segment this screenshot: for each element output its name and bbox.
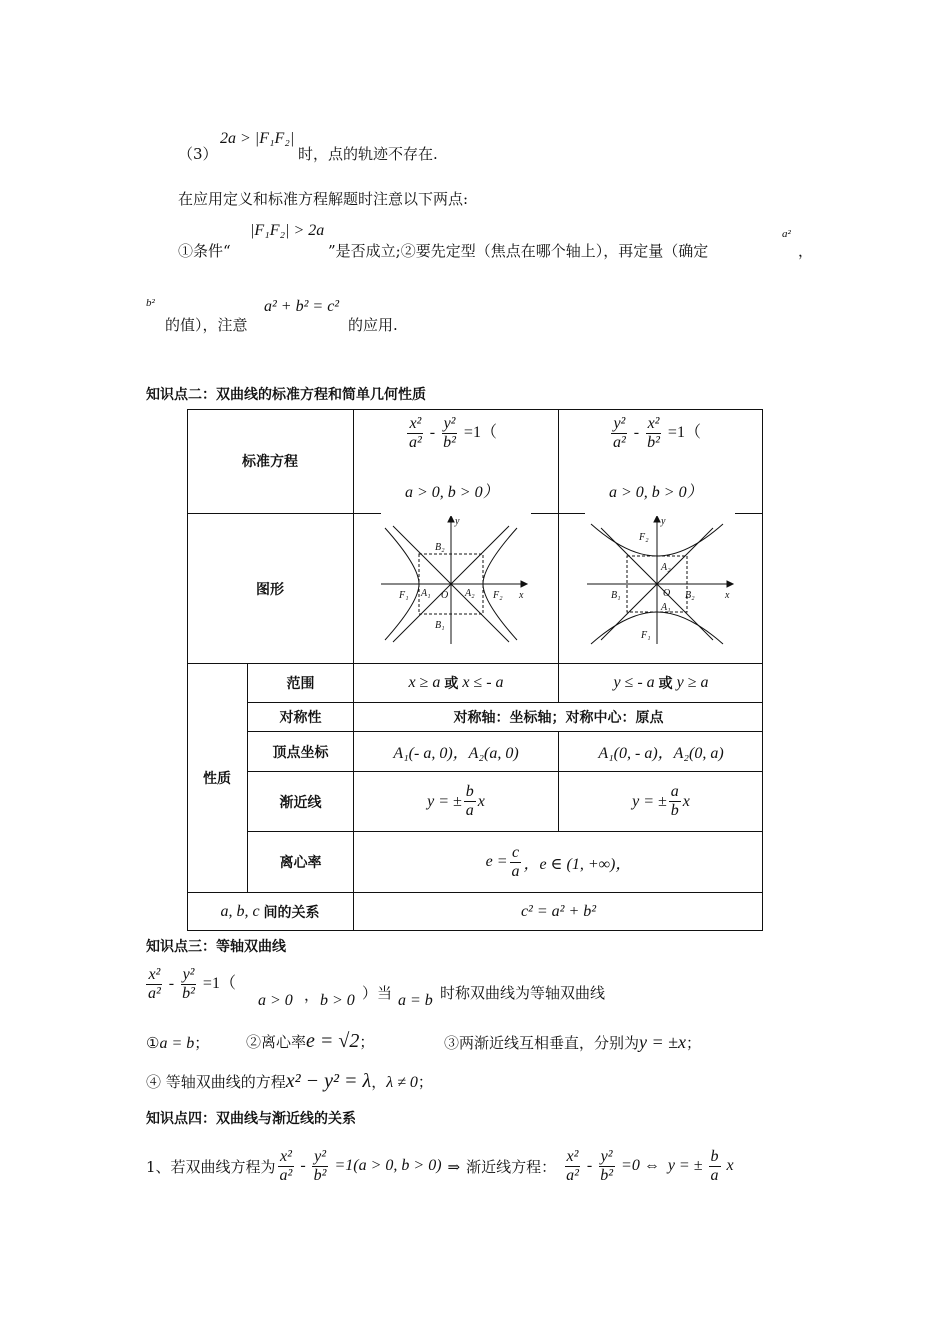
item3-math: 2a > |F₁F₂| <box>220 130 295 147</box>
property-2: ②离心率e = √2； <box>246 1030 375 1052</box>
svg-text:F₁: F₁ <box>399 590 409 601</box>
svg-text:B₂: B₂ <box>685 590 695 601</box>
intro-line1-end: ， <box>798 242 814 260</box>
vertex-horizontal: A₁(- a, 0)，A₂(a, 0) <box>393 745 519 762</box>
graph-label: 图形 <box>256 581 284 598</box>
std-eq-1: $\frac{\text{x²}}{\text{a²}}$ - $\frac{\text{y²}}{\text{b²}}$ =1（ <box>409 415 497 451</box>
svg-text:A₂: A₂ <box>465 588 475 599</box>
property-4: ④ 等轴双曲线的方程x² − y² = λ，λ ≠ 0； <box>146 1070 433 1092</box>
svg-text:F₂: F₂ <box>639 532 649 543</box>
section3-title: 知识点三：等轴双曲线 <box>146 939 286 955</box>
equilateral-eq: $\frac{\text{x²}}{\text{a²}}$ - $\frac{\text{y²}}{\text{b²}}$ =1（ <box>148 966 236 1002</box>
intro-line1-math: |F₁F₂| > 2a <box>250 222 325 239</box>
intro-line1-a2: a² <box>782 228 791 240</box>
eccentricity-value: e = $\frac{c}{a}$ ，e ∈ (1, +∞)， <box>485 843 632 880</box>
svg-text:y: y <box>455 516 460 527</box>
when-math: a = b <box>398 992 433 1009</box>
eccentricity-label: 离心率 <box>279 855 322 871</box>
svg-text:O: O <box>441 590 449 601</box>
svg-text:y: y <box>661 516 666 527</box>
svg-text:B₁: B₁ <box>435 620 445 631</box>
std-eq-2-cond: a > 0, b > 0） <box>609 484 703 501</box>
when-desc: 时称双曲线为等轴双曲线 <box>440 984 606 1002</box>
std-eq-label: 标准方程 <box>242 454 298 470</box>
asymptote-label: 渐近线 <box>279 794 322 811</box>
std-eq-2: $\frac{\text{y²}}{\text{a²}}$ - $\frac{\text{x²}}{\text{b²}}$ =1（ <box>613 415 701 451</box>
svg-text:F₂: F₂ <box>493 590 503 601</box>
svg-text:A₁: A₁ <box>661 602 671 613</box>
intro-line2-start: 的值），注意 <box>165 316 248 334</box>
intro-line2-math: a² + b² = c² <box>264 298 340 315</box>
intro-line1-mid: ”是否成立;②要先定型（焦点在哪个轴上），再定量（确定 <box>328 242 709 260</box>
svg-text:B₁: B₁ <box>611 590 621 601</box>
hyperbola-graph-horizontal <box>381 516 531 646</box>
svg-text:B₂: B₂ <box>435 542 445 553</box>
svg-text:A₁: A₁ <box>421 588 431 599</box>
range-horizontal: x ≥ a 或 x ≤ - a <box>408 674 504 692</box>
asymptote-vertical: y = ± $\frac{a}{b}$ x <box>632 783 690 819</box>
hyperbola-graph-vertical <box>587 516 737 646</box>
vertex-label: 顶点坐标 <box>272 744 329 761</box>
cond-sep: ， <box>304 986 320 1004</box>
intro-note: 在应用定义和标准方程解题时注意以下两点: <box>178 190 469 208</box>
property-1: ①a = b； <box>146 1034 210 1052</box>
range-vertical: y ≤ - a 或 y ≥ a <box>613 674 709 692</box>
symmetry-value: 对称轴：坐标轴；对称中心：原点 <box>453 710 664 726</box>
intro-line2-end: 的应用. <box>348 316 398 334</box>
relation-value: c² = a² + b² <box>520 902 597 920</box>
intro-line2-b2: b² <box>146 297 155 309</box>
properties-label: 性质 <box>203 771 231 787</box>
svg-text:O: O <box>663 588 671 599</box>
svg-text:x: x <box>725 590 730 601</box>
svg-text:A₂: A₂ <box>661 562 671 573</box>
vertex-vertical: A₁(0, - a)，A₂(0, a) <box>598 745 724 762</box>
when-text: ）当 <box>362 984 393 1002</box>
relation-label: a, b, c 间的关系 <box>220 902 320 921</box>
section4-title: 知识点四：双曲线与渐近线的关系 <box>146 1111 356 1127</box>
cond-a: a > 0 <box>258 992 293 1009</box>
property-3: ③两渐近线互相垂直，分别为y = ±x； <box>444 1032 702 1052</box>
properties-table <box>187 409 763 931</box>
item3-text: 时，点的轨迹不存在. <box>298 145 438 163</box>
item3-label: （3） <box>178 145 218 163</box>
asymptote-horizontal: y = ± $\frac{b}{a}$ x <box>427 783 485 819</box>
std-eq-1-cond: a > 0, b > 0） <box>405 484 499 501</box>
range-label: 范围 <box>286 676 315 692</box>
cond-b: b > 0 <box>320 992 355 1009</box>
intro-line1-start: ①条件“ <box>178 242 231 260</box>
svg-text:F₁: F₁ <box>641 630 651 641</box>
symmetry-label: 对称性 <box>279 710 322 726</box>
section2-title: 知识点二：双曲线的标准方程和简单几何性质 <box>146 387 426 403</box>
asymptote-relation: 1、若双曲线方程为 $\frac{\text{x²}}{\text{a²}}$ - $\frac{\text{y²}}{\text{b²}}$ =1(a > 0, b > 0) ⇒ 渐近线方程： $\frac{\text{x²}}{\text{a²}}$ - $\frac{\text{y²}}{\text{b²}}$ =0 ⇔ y = ± $\frac{b}{a}$ x <box>146 1148 734 1184</box>
svg-text:x: x <box>519 590 524 601</box>
